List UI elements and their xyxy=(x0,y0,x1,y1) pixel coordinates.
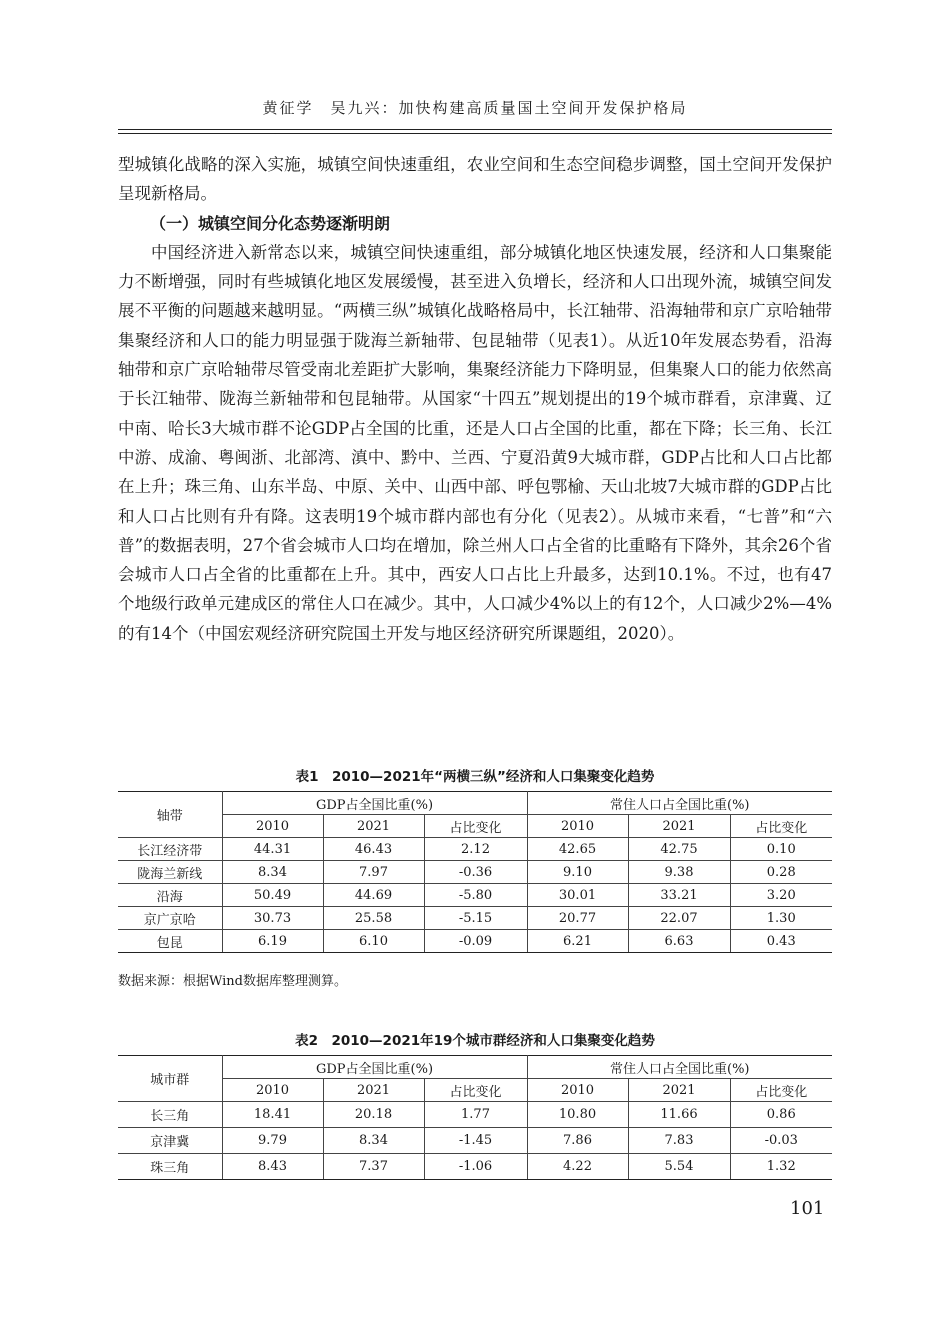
table-subheader: 2021 xyxy=(628,815,730,838)
header-rule-thin xyxy=(118,133,832,134)
paragraph: 型城镇化战略的深入实施，城镇空间快速重组，农业空间和生态空间稳步调整，国土空间开发保护呈现新格局。 xyxy=(118,155,832,204)
table-row xyxy=(118,930,832,953)
table-cell: 25.58 xyxy=(323,907,424,930)
table-row xyxy=(118,1128,832,1154)
table-cell: 8.34 xyxy=(323,1128,424,1154)
table-cell: -1.06 xyxy=(424,1154,527,1180)
paragraph: 中国经济进入新常态以来，城镇空间快速重组，部分城镇化地区快速发展，经济和人口集聚能力不断增强，同时有些城镇化地区发展缓慢，甚至进入负增长，经济和人口出现外流，城镇空间发展不平衡的问题越来越明显。“两横三纵”城镇化战略格局中，长江轴带、沿海轴带和京广京哈轴带集聚经济和人口的能力明显强于陇海兰新轴带、包昆轴带（见表1）。从近10年发展态势看，沿海轴带和京广京哈轴带尽管受南北差距扩大影响，集聚经济能力下降明显，但集聚人口的能力依然高于长江轴带、陇海兰新轴带和包昆轴带。从国家“十四五”规划提出的19个城市群看，京津冀、辽中南、哈长3大城市群不论GDP占全国的比重，还是人口占全国的比重，都在下降；长三角、长江中游、成渝、粤闽浙、北部湾、滇中、黔中、兰西、宁夏沿黄9大城市群，GDP占比和人口占比都在上升；珠三角、山东半岛、中原、关中、山西中部、呼包鄂榆、天山北坡7大城市群的GDP占比和人口占比则有升有降。这表明19个城市群内部也有分化（见表2）。从城市来看，“七普”和“六普”的数据表明，27个省会城市人口均在增加，除兰州人口占全省的比重略有下降外，其余26个省会城市人口占全省的比重都在上升。其中，西安人口占比上升最多，达到10.1%。不过，也有47个地级行政单元建成区的常住人口在减少。其中，人口减少4%以上的有12个，人口减少2%—4%的有14个（中国宏观经济研究院国土开发与地区经济研究所课题组，2020）。 xyxy=(118,242,832,643)
table-subheader: 2010 xyxy=(222,1079,323,1102)
table-cell: 7.37 xyxy=(323,1154,424,1180)
table-cell: 11.66 xyxy=(628,1102,730,1128)
table-cell: 9.79 xyxy=(222,1128,323,1154)
table-header: 城市群 xyxy=(118,1056,222,1102)
body-text xyxy=(118,150,832,648)
table-cell: 0.43 xyxy=(730,930,832,953)
table-cell: 1.30 xyxy=(730,907,832,930)
table-subheader: 占比变化 xyxy=(424,1079,527,1102)
table-row xyxy=(118,1154,832,1180)
table-cell: 6.21 xyxy=(527,930,628,953)
table-subheader: 占比变化 xyxy=(424,815,527,838)
table-row xyxy=(118,861,832,884)
table-cell: 京广京哈 xyxy=(118,907,222,930)
table-cell: 44.31 xyxy=(222,838,323,861)
table-cell: 长三角 xyxy=(118,1102,222,1128)
table-cell: 7.86 xyxy=(527,1128,628,1154)
table-header: 常住人口占全国比重(%) xyxy=(527,792,832,815)
table-cell: 7.97 xyxy=(323,861,424,884)
table-subheader: 2010 xyxy=(527,815,628,838)
table-cell: -0.09 xyxy=(424,930,527,953)
table2 xyxy=(118,1055,832,1180)
table-row xyxy=(118,1102,832,1128)
table-cell: 0.86 xyxy=(730,1102,832,1128)
table-cell: 10.80 xyxy=(527,1102,628,1128)
table-cell: 0.10 xyxy=(730,838,832,861)
table-cell: 7.83 xyxy=(628,1128,730,1154)
table-cell: 京津冀 xyxy=(118,1128,222,1154)
table-cell: 42.75 xyxy=(628,838,730,861)
table-cell: 5.54 xyxy=(628,1154,730,1180)
table-cell: 2.12 xyxy=(424,838,527,861)
table-cell: 44.69 xyxy=(323,884,424,907)
table-cell: 6.63 xyxy=(628,930,730,953)
table-cell: 8.34 xyxy=(222,861,323,884)
table-cell: -5.80 xyxy=(424,884,527,907)
table1-caption: 表1 2010—2021年“两横三纵”经济和人口集聚变化趋势 xyxy=(295,769,655,785)
table-cell: 4.22 xyxy=(527,1154,628,1180)
page-number: 101 xyxy=(790,1198,825,1219)
table-cell: 1.32 xyxy=(730,1154,832,1180)
table-cell: 9.38 xyxy=(628,861,730,884)
table-cell: 0.28 xyxy=(730,861,832,884)
table-subheader: 2010 xyxy=(527,1079,628,1102)
table1-source-note: 数据来源：根据Wind数据库整理测算。 xyxy=(118,974,347,989)
table-header: GDP占全国比重(%) xyxy=(222,1056,527,1079)
table-cell: 22.07 xyxy=(628,907,730,930)
table-header: 常住人口占全国比重(%) xyxy=(527,1056,832,1079)
table-cell: 50.49 xyxy=(222,884,323,907)
table-subheader: 2021 xyxy=(323,1079,424,1102)
table-cell: 20.18 xyxy=(323,1102,424,1128)
header-rule xyxy=(118,129,832,130)
table-cell: 9.10 xyxy=(527,861,628,884)
table-subheader: 2021 xyxy=(628,1079,730,1102)
table-cell: 6.19 xyxy=(222,930,323,953)
table-subheader: 2021 xyxy=(323,815,424,838)
table-cell: 沿海 xyxy=(118,884,222,907)
table-row xyxy=(118,838,832,861)
table-row xyxy=(118,884,832,907)
section-heading: （一）城镇空间分化态势逐渐明朗 xyxy=(150,213,391,233)
table-subheader: 2010 xyxy=(222,815,323,838)
table1 xyxy=(118,791,832,953)
table-subheader: 占比变化 xyxy=(730,1079,832,1102)
table-cell: -0.36 xyxy=(424,861,527,884)
table-cell: 8.43 xyxy=(222,1154,323,1180)
table-cell: 33.21 xyxy=(628,884,730,907)
table-cell: 20.77 xyxy=(527,907,628,930)
table-cell: 长江经济带 xyxy=(118,838,222,861)
table-cell: 30.01 xyxy=(527,884,628,907)
running-header: 黄征学 吴九兴：加快构建高质量国土空间开发保护格局 xyxy=(262,99,688,117)
table-cell: 1.77 xyxy=(424,1102,527,1128)
table-cell: -1.45 xyxy=(424,1128,527,1154)
table-cell: 陇海兰新线 xyxy=(118,861,222,884)
table-header: GDP占全国比重(%) xyxy=(222,792,527,815)
table-cell: 42.65 xyxy=(527,838,628,861)
table-cell: 46.43 xyxy=(323,838,424,861)
table-cell: -5.15 xyxy=(424,907,527,930)
table-cell: -0.03 xyxy=(730,1128,832,1154)
table-cell: 3.20 xyxy=(730,884,832,907)
table-cell: 珠三角 xyxy=(118,1154,222,1180)
table-header: 轴带 xyxy=(118,792,222,838)
table-cell: 包昆 xyxy=(118,930,222,953)
table-cell: 30.73 xyxy=(222,907,323,930)
table-cell: 18.41 xyxy=(222,1102,323,1128)
table-row xyxy=(118,907,832,930)
table2-caption: 表2 2010—2021年19个城市群经济和人口集聚变化趋势 xyxy=(295,1033,655,1049)
table-subheader: 占比变化 xyxy=(730,815,832,838)
table-cell: 6.10 xyxy=(323,930,424,953)
